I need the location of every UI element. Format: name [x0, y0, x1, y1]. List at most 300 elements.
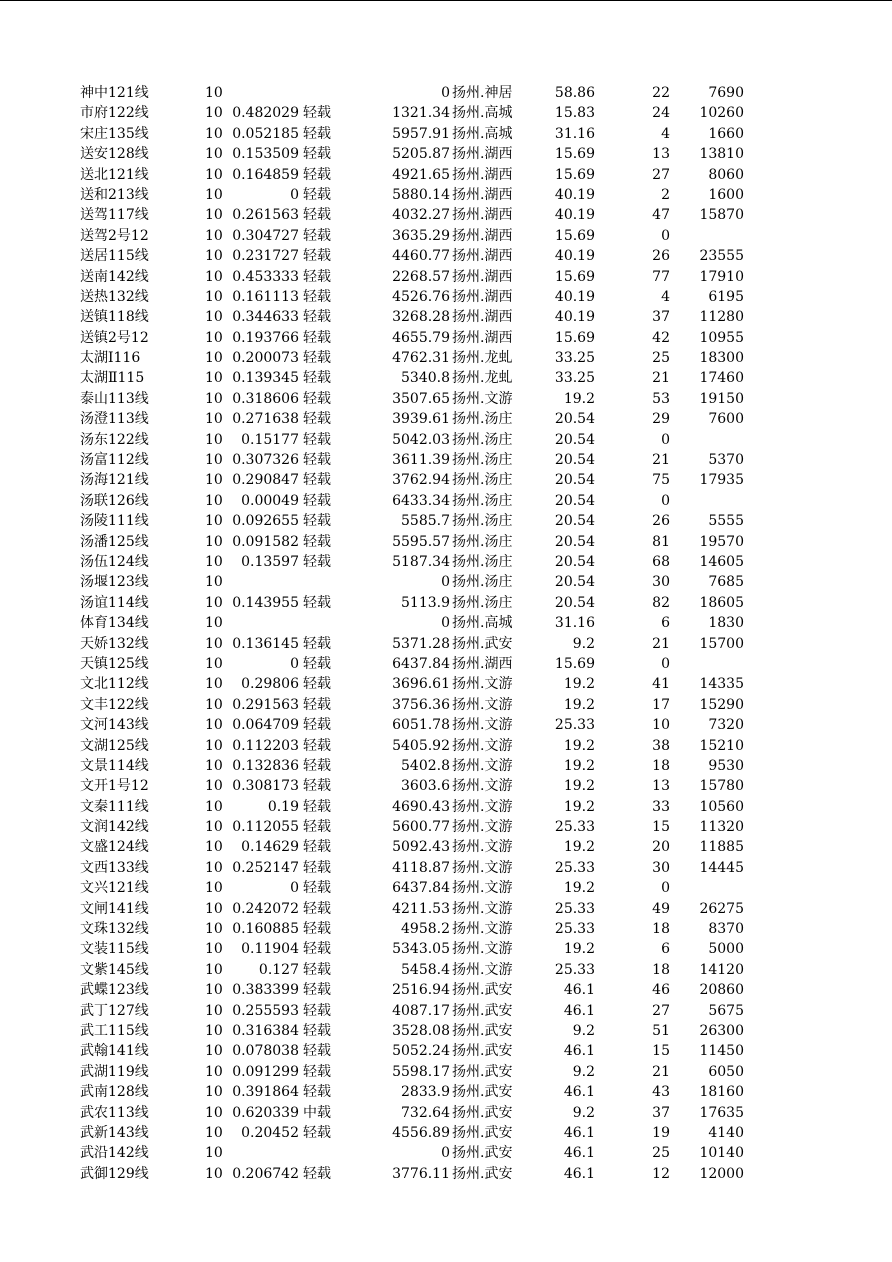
count-cell: 4: [661, 288, 670, 305]
load-status-cell: 轻载: [303, 1043, 331, 1060]
table-row: [0, 470, 892, 490]
table-row: [0, 674, 892, 694]
spare-capacity-cell: 4921.65: [392, 166, 450, 183]
spare-capacity-cell: 6437.84: [392, 880, 450, 897]
count-cell: 51: [652, 1022, 670, 1039]
load-ratio-cell: 0.252147: [232, 859, 299, 876]
line-name-cell: 武蝶123线: [80, 982, 149, 999]
substation-cell: 扬州.汤庄: [452, 452, 513, 469]
load-ratio-cell: 0.200073: [232, 350, 299, 367]
table-row: [0, 1041, 892, 1061]
value-cell: 15.69: [554, 329, 595, 346]
line-name-cell: 汤堰123线: [80, 574, 149, 591]
load-ratio-cell: 0.271638: [232, 411, 299, 428]
spare-capacity-cell: 3528.08: [392, 1022, 450, 1039]
load-status-cell: 轻载: [303, 676, 331, 693]
spare-capacity-cell: 3268.28: [392, 309, 450, 326]
value-cell: 25.33: [554, 961, 595, 978]
substation-cell: 扬州.文游: [452, 839, 513, 856]
table-row: [0, 1082, 892, 1102]
users-cell: 14335: [699, 676, 744, 693]
spare-capacity-cell: 5595.57: [392, 533, 450, 550]
voltage-cell: 10: [205, 941, 223, 958]
load-ratio-cell: 0.112203: [232, 737, 299, 754]
spare-capacity-cell: 3776.11: [392, 1165, 450, 1182]
line-name-cell: 送安128线: [80, 146, 149, 163]
voltage-cell: 10: [205, 900, 223, 917]
count-cell: 43: [652, 1084, 670, 1101]
value-cell: 15.69: [554, 655, 595, 672]
value-cell: 33.25: [554, 350, 595, 367]
load-ratio-cell: 0.307326: [232, 452, 299, 469]
value-cell: 46.1: [563, 1124, 595, 1141]
load-ratio-cell: 0.143955: [232, 594, 299, 611]
spare-capacity-cell: 5880.14: [392, 186, 450, 203]
voltage-cell: 10: [205, 513, 223, 530]
load-ratio-cell: 0.383399: [232, 982, 299, 999]
load-status-cell: 轻载: [303, 472, 331, 489]
users-cell: 19150: [699, 390, 744, 407]
voltage-cell: 10: [205, 574, 223, 591]
spare-capacity-cell: 3756.36: [392, 696, 450, 713]
substation-cell: 扬州.武安: [452, 1124, 513, 1141]
spare-capacity-cell: 5600.77: [392, 819, 450, 836]
users-cell: 6050: [708, 1063, 744, 1080]
value-cell: 46.1: [563, 1145, 595, 1162]
count-cell: 49: [652, 900, 670, 917]
substation-cell: 扬州.文游: [452, 880, 513, 897]
value-cell: 20.54: [554, 472, 595, 489]
spare-capacity-cell: 3762.94: [392, 472, 450, 489]
value-cell: 19.2: [563, 696, 595, 713]
table-row: [0, 776, 892, 796]
value-cell: 25.33: [554, 859, 595, 876]
load-ratio-cell: 0.15177: [241, 431, 299, 448]
load-ratio-cell: 0.13597: [241, 553, 299, 570]
load-ratio-cell: 0.091299: [232, 1063, 299, 1080]
spare-capacity-cell: 5042.03: [392, 431, 450, 448]
load-ratio-cell: 0.078038: [232, 1043, 299, 1060]
users-cell: 17460: [699, 370, 744, 387]
substation-cell: 扬州.高城: [452, 125, 513, 142]
substation-cell: 扬州.文游: [452, 717, 513, 734]
count-cell: 81: [652, 533, 670, 550]
spare-capacity-cell: 4690.43: [392, 798, 450, 815]
value-cell: 19.2: [563, 757, 595, 774]
count-cell: 0: [661, 431, 670, 448]
load-ratio-cell: 0.112055: [232, 819, 299, 836]
substation-cell: 扬州.文游: [452, 737, 513, 754]
line-name-cell: 武南128线: [80, 1084, 149, 1101]
value-cell: 20.54: [554, 452, 595, 469]
table-row: [0, 552, 892, 572]
load-status-cell: 轻载: [303, 1063, 331, 1080]
table-row: [0, 797, 892, 817]
table-row: [0, 368, 892, 388]
voltage-cell: 10: [205, 1043, 223, 1060]
substation-cell: 扬州.湖西: [452, 655, 513, 672]
substation-cell: 扬州.湖西: [452, 227, 513, 244]
count-cell: 21: [652, 370, 670, 387]
value-cell: 20.54: [554, 533, 595, 550]
voltage-cell: 10: [205, 778, 223, 795]
line-name-cell: 文装115线: [80, 941, 149, 958]
voltage-cell: 10: [205, 839, 223, 856]
substation-cell: 扬州.武安: [452, 1022, 513, 1039]
table-row: [0, 572, 892, 592]
table-row: [0, 409, 892, 429]
count-cell: 30: [652, 859, 670, 876]
load-ratio-cell: 0.139345: [232, 370, 299, 387]
users-cell: 7320: [708, 717, 744, 734]
spare-capacity-cell: 5405.92: [392, 737, 450, 754]
substation-cell: 扬州.文游: [452, 941, 513, 958]
value-cell: 25.33: [554, 921, 595, 938]
value-cell: 40.19: [554, 186, 595, 203]
spare-capacity-cell: 4211.53: [392, 900, 450, 917]
value-cell: 19.2: [563, 880, 595, 897]
table-row: [0, 654, 892, 674]
load-status-cell: 轻载: [303, 1165, 331, 1182]
load-status-cell: 轻载: [303, 186, 331, 203]
users-cell: 18605: [699, 594, 744, 611]
substation-cell: 扬州.武安: [452, 1145, 513, 1162]
count-cell: 6: [661, 941, 670, 958]
count-cell: 24: [652, 105, 670, 122]
load-status-cell: 轻载: [303, 757, 331, 774]
substation-cell: 扬州.文游: [452, 390, 513, 407]
users-cell: 15210: [699, 737, 744, 754]
substation-cell: 扬州.湖西: [452, 166, 513, 183]
load-status-cell: 轻载: [303, 411, 331, 428]
table-row: [0, 348, 892, 368]
spare-capacity-cell: 5205.87: [392, 146, 450, 163]
value-cell: 15.69: [554, 166, 595, 183]
value-cell: 33.25: [554, 370, 595, 387]
count-cell: 33: [652, 798, 670, 815]
load-status-cell: 轻载: [303, 982, 331, 999]
load-status-cell: 轻载: [303, 594, 331, 611]
line-name-cell: 文兴121线: [80, 880, 149, 897]
spare-capacity-cell: 4655.79: [392, 329, 450, 346]
load-status-cell: 轻载: [303, 309, 331, 326]
voltage-cell: 10: [205, 880, 223, 897]
load-status-cell: 轻载: [303, 961, 331, 978]
count-cell: 38: [652, 737, 670, 754]
count-cell: 18: [652, 921, 670, 938]
spare-capacity-cell: 2516.94: [392, 982, 450, 999]
spare-capacity-cell: 4032.27: [392, 207, 450, 224]
users-cell: 9530: [708, 757, 744, 774]
users-cell: 26300: [699, 1022, 744, 1039]
voltage-cell: 10: [205, 227, 223, 244]
spare-capacity-cell: 4762.31: [392, 350, 450, 367]
substation-cell: 扬州.文游: [452, 798, 513, 815]
voltage-cell: 10: [205, 1084, 223, 1101]
count-cell: 0: [661, 655, 670, 672]
count-cell: 68: [652, 553, 670, 570]
load-status-cell: 轻载: [303, 329, 331, 346]
load-status-cell: 轻载: [303, 513, 331, 530]
load-status-cell: 轻载: [303, 533, 331, 550]
voltage-cell: 10: [205, 166, 223, 183]
load-status-cell: 轻载: [303, 125, 331, 142]
load-ratio-cell: 0.11904: [241, 941, 299, 958]
load-status-cell: 轻载: [303, 431, 331, 448]
line-name-cell: 武沿142线: [80, 1145, 149, 1162]
table-row: [0, 450, 892, 470]
value-cell: 19.2: [563, 798, 595, 815]
line-name-cell: 天娇132线: [80, 635, 149, 652]
users-cell: 15780: [699, 778, 744, 795]
load-ratio-cell: 0.091582: [232, 533, 299, 550]
voltage-cell: 10: [205, 85, 223, 101]
value-cell: 40.19: [554, 288, 595, 305]
load-status-cell: 轻载: [303, 717, 331, 734]
spare-capacity-cell: 3635.29: [392, 227, 450, 244]
load-status-cell: 轻载: [303, 227, 331, 244]
substation-cell: 扬州.高城: [452, 105, 513, 122]
value-cell: 20.54: [554, 431, 595, 448]
count-cell: 21: [652, 635, 670, 652]
value-cell: 15.83: [554, 105, 595, 122]
spare-capacity-cell: 5343.05: [392, 941, 450, 958]
load-status-cell: 轻载: [303, 146, 331, 163]
table-row: [0, 103, 892, 123]
voltage-cell: 10: [205, 615, 223, 632]
count-cell: 15: [652, 819, 670, 836]
spare-capacity-cell: 4118.87: [392, 859, 450, 876]
voltage-cell: 10: [205, 390, 223, 407]
table-row: [0, 226, 892, 246]
line-name-cell: 送镇118线: [80, 309, 149, 326]
spare-capacity-cell: 5957.91: [392, 125, 450, 142]
line-name-cell: 武新143线: [80, 1124, 149, 1141]
table-row: [0, 491, 892, 511]
load-ratio-cell: 0.052185: [232, 125, 299, 142]
line-name-cell: 文西133线: [80, 859, 149, 876]
voltage-cell: 10: [205, 1124, 223, 1141]
line-name-cell: 汤潘125线: [80, 533, 149, 550]
count-cell: 4: [661, 125, 670, 142]
substation-cell: 扬州.武安: [452, 1165, 513, 1182]
value-cell: 20.54: [554, 574, 595, 591]
users-cell: 11280: [699, 309, 744, 326]
load-status-cell: 轻载: [303, 941, 331, 958]
users-cell: 7600: [708, 411, 744, 428]
spare-capacity-cell: 3507.65: [392, 390, 450, 407]
count-cell: 17: [652, 696, 670, 713]
table-row: [0, 817, 892, 837]
line-name-cell: 汤陵111线: [80, 513, 149, 530]
voltage-cell: 10: [205, 309, 223, 326]
users-cell: 1660: [708, 125, 744, 142]
substation-cell: 扬州.湖西: [452, 146, 513, 163]
value-cell: 46.1: [563, 982, 595, 999]
spare-capacity-cell: 2833.9: [401, 1084, 450, 1101]
count-cell: 46: [652, 982, 670, 999]
voltage-cell: 10: [205, 553, 223, 570]
voltage-cell: 10: [205, 533, 223, 550]
users-cell: 1830: [708, 615, 744, 632]
voltage-cell: 10: [205, 492, 223, 509]
substation-cell: 扬州.汤庄: [452, 533, 513, 550]
load-ratio-cell: 0.620339: [232, 1104, 299, 1121]
users-cell: 13810: [699, 146, 744, 163]
voltage-cell: 10: [205, 186, 223, 203]
load-ratio-cell: 0.160885: [232, 921, 299, 938]
voltage-cell: 10: [205, 1165, 223, 1182]
count-cell: 37: [652, 1104, 670, 1121]
substation-cell: 扬州.文游: [452, 961, 513, 978]
value-cell: 46.1: [563, 1043, 595, 1060]
voltage-cell: 10: [205, 268, 223, 285]
value-cell: 20.54: [554, 513, 595, 530]
table-row: [0, 144, 892, 164]
spare-capacity-cell: 5371.28: [392, 635, 450, 652]
line-name-cell: 文润142线: [80, 819, 149, 836]
voltage-cell: 10: [205, 350, 223, 367]
substation-cell: 扬州.汤庄: [452, 472, 513, 489]
count-cell: 19: [652, 1124, 670, 1141]
count-cell: 13: [652, 146, 670, 163]
table-row: [0, 613, 892, 633]
line-name-cell: 文秦111线: [80, 798, 149, 815]
table-row: [0, 756, 892, 776]
table-row: [0, 1123, 892, 1143]
line-name-cell: 武湖119线: [80, 1063, 149, 1080]
table-row: [0, 389, 892, 409]
load-ratio-cell: 0: [290, 655, 299, 672]
load-ratio-cell: 0.255593: [232, 1002, 299, 1019]
spare-capacity-cell: 6433.34: [392, 492, 450, 509]
voltage-cell: 10: [205, 288, 223, 305]
voltage-cell: 10: [205, 146, 223, 163]
substation-cell: 扬州.湖西: [452, 207, 513, 224]
spare-capacity-cell: 5340.8: [401, 370, 450, 387]
load-status-cell: 轻载: [303, 452, 331, 469]
count-cell: 6: [661, 615, 670, 632]
voltage-cell: 10: [205, 1002, 223, 1019]
users-cell: 15290: [699, 696, 744, 713]
substation-cell: 扬州.文游: [452, 778, 513, 795]
count-cell: 26: [652, 248, 670, 265]
line-name-cell: 汤谊114线: [80, 594, 149, 611]
value-cell: 40.19: [554, 248, 595, 265]
spare-capacity-cell: 5187.34: [392, 553, 450, 570]
spare-capacity-cell: 5585.7: [401, 513, 450, 530]
line-name-cell: 体育134线: [80, 615, 149, 632]
count-cell: 12: [652, 1165, 670, 1182]
count-cell: 18: [652, 961, 670, 978]
value-cell: 19.2: [563, 390, 595, 407]
spare-capacity-cell: 3939.61: [392, 411, 450, 428]
load-ratio-cell: 0.20452: [241, 1124, 299, 1141]
line-name-cell: 送驾117线: [80, 207, 149, 224]
spare-capacity-cell: 6051.78: [392, 717, 450, 734]
voltage-cell: 10: [205, 921, 223, 938]
table-row: [0, 736, 892, 756]
spare-capacity-cell: 2268.57: [392, 268, 450, 285]
substation-cell: 扬州.汤庄: [452, 574, 513, 591]
load-ratio-cell: 0.127: [258, 961, 299, 978]
load-ratio-cell: 0.242072: [232, 900, 299, 917]
users-cell: 10955: [699, 329, 744, 346]
count-cell: 82: [652, 594, 670, 611]
count-cell: 25: [652, 350, 670, 367]
voltage-cell: 10: [205, 105, 223, 122]
load-status-cell: 轻载: [303, 778, 331, 795]
substation-cell: 扬州.武安: [452, 1084, 513, 1101]
load-status-cell: 轻载: [303, 859, 331, 876]
users-cell: 7685: [708, 574, 744, 591]
spare-capacity-cell: 5598.17: [392, 1063, 450, 1080]
spare-capacity-cell: 5402.8: [401, 757, 450, 774]
value-cell: 46.1: [563, 1002, 595, 1019]
substation-cell: 扬州.文游: [452, 757, 513, 774]
substation-cell: 扬州.神居: [452, 85, 513, 101]
users-cell: 11450: [699, 1043, 744, 1060]
line-name-cell: 文闸141线: [80, 900, 149, 917]
line-name-cell: 汤东122线: [80, 431, 149, 448]
load-status-cell: 轻载: [303, 1084, 331, 1101]
voltage-cell: 10: [205, 859, 223, 876]
load-ratio-cell: 0.092655: [232, 513, 299, 530]
value-cell: 20.54: [554, 594, 595, 611]
line-name-cell: 武御129线: [80, 1165, 149, 1182]
voltage-cell: 10: [205, 982, 223, 999]
count-cell: 2: [661, 186, 670, 203]
load-status-cell: 轻载: [303, 1124, 331, 1141]
line-name-cell: 文盛124线: [80, 839, 149, 856]
load-ratio-cell: 0.19: [267, 798, 299, 815]
table-row: [0, 124, 892, 144]
users-cell: 6195: [708, 288, 744, 305]
load-status-cell: 轻载: [303, 737, 331, 754]
load-status-cell: 轻载: [303, 1002, 331, 1019]
table-row: [0, 83, 892, 103]
spare-capacity-cell: 3611.39: [392, 452, 450, 469]
spare-capacity-cell: 3696.61: [392, 676, 450, 693]
value-cell: 9.2: [572, 1022, 595, 1039]
voltage-cell: 10: [205, 431, 223, 448]
users-cell: 8060: [708, 166, 744, 183]
table-row: [0, 1164, 892, 1184]
substation-cell: 扬州.文游: [452, 921, 513, 938]
load-ratio-cell: 0.153509: [232, 146, 299, 163]
users-cell: 18160: [699, 1084, 744, 1101]
users-cell: 1600: [708, 186, 744, 203]
load-status-cell: 轻载: [303, 880, 331, 897]
load-status-cell: 中载: [303, 1104, 331, 1121]
users-cell: 14445: [699, 859, 744, 876]
table-row: [0, 307, 892, 327]
table-row: [0, 837, 892, 857]
spare-capacity-cell: 1321.34: [392, 105, 450, 122]
value-cell: 31.16: [554, 125, 595, 142]
substation-cell: 扬州.湖西: [452, 248, 513, 265]
users-cell: 5675: [708, 1002, 744, 1019]
table-row: [0, 919, 892, 939]
substation-cell: 扬州.武安: [452, 1063, 513, 1080]
load-ratio-cell: 0.344633: [232, 309, 299, 326]
load-status-cell: 轻载: [303, 798, 331, 815]
load-status-cell: 轻载: [303, 1022, 331, 1039]
load-status-cell: 轻载: [303, 268, 331, 285]
count-cell: 37: [652, 309, 670, 326]
voltage-cell: 10: [205, 1063, 223, 1080]
voltage-cell: 10: [205, 737, 223, 754]
